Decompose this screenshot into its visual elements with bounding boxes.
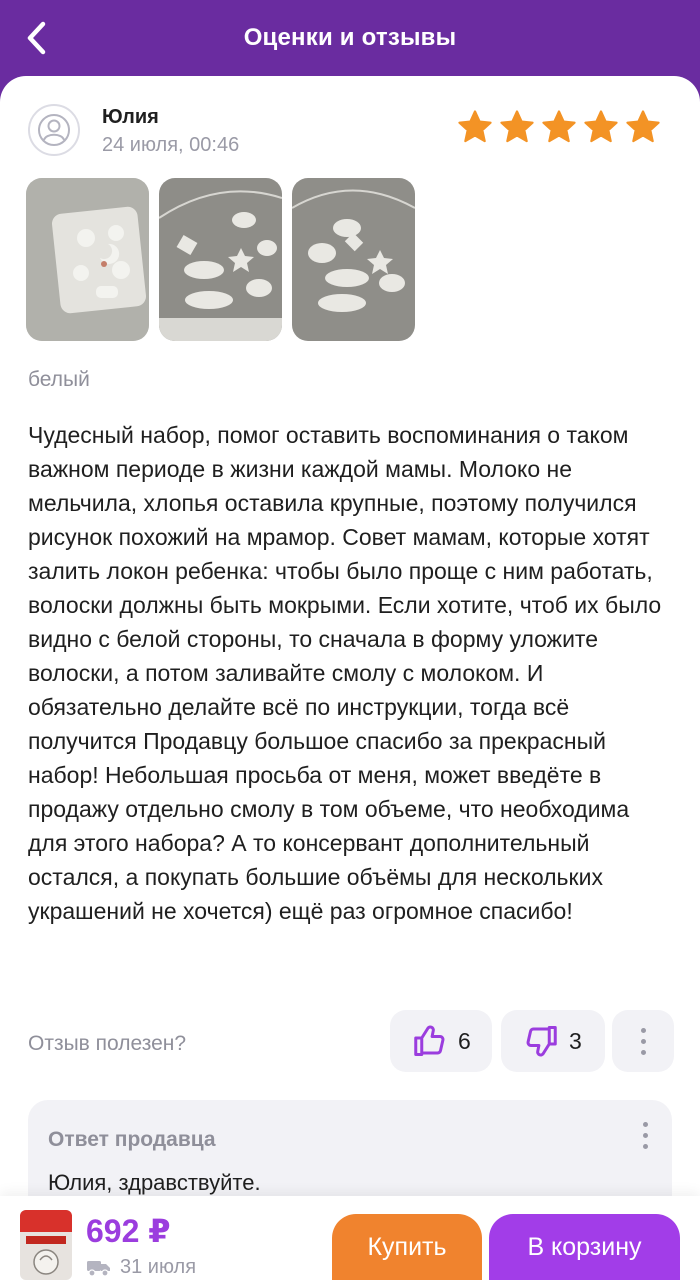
author-name: Юлия: [102, 106, 159, 128]
product-thumbnail[interactable]: [20, 1210, 72, 1280]
review-date: 24 июля, 00:46: [102, 134, 240, 156]
more-vertical-icon: [641, 1028, 646, 1055]
seller-reply-title: Ответ продавца: [48, 1128, 216, 1151]
delivery-date: 31 июля: [120, 1256, 197, 1278]
thumbs-down-icon: [523, 1023, 559, 1059]
review-photo[interactable]: [292, 178, 415, 341]
seller-reply-text: Юлия, здравствуйте.: [48, 1170, 261, 1195]
star-icon: [582, 108, 620, 146]
like-button[interactable]: [390, 1010, 492, 1072]
seller-reply-more-button[interactable]: [643, 1122, 648, 1149]
star-icon: [456, 108, 494, 146]
top-app-bar: [0, 0, 700, 78]
avatar: [28, 104, 80, 156]
star-icon: [540, 108, 578, 146]
dislike-button[interactable]: [501, 1010, 605, 1072]
page-title: Оценки и отзывы: [243, 24, 457, 51]
review-more-button[interactable]: [612, 1010, 674, 1072]
product-variant: белый: [28, 368, 90, 391]
review-photo[interactable]: [26, 178, 149, 341]
user-icon: [37, 113, 71, 147]
helpful-label: Отзыв полезен?: [28, 1032, 187, 1055]
star-icon: [624, 108, 662, 146]
thumbs-up-icon: [412, 1023, 448, 1059]
star-icon: [498, 108, 536, 146]
review-photos: [26, 178, 415, 341]
delivery-info: [86, 1256, 196, 1279]
buy-button[interactable]: Купить: [332, 1214, 482, 1280]
reviews-sheet: [0, 76, 700, 1280]
truck-icon: [86, 1259, 112, 1277]
more-vertical-icon: [643, 1122, 648, 1149]
product-price: 692 ₽: [86, 1213, 171, 1249]
bottom-purchase-bar: [0, 1196, 700, 1280]
review-text: Чудесный набор, помог оставить воспоминания о таком важном периоде в жизни каждой мамы. Молоко не мельчила, хлопья оставила крупные, поэтому получился рисунок похожий на мрамор. Совет мамам, которые хотят залить локон ребенка: чтобы было проще с ним работать, волоски должны быть мокрыми. Если хотите, чтоб их было видно с белой стороны, то сначала в форму уложите волоски, а потом заливайте смолу с молоком. И обязательно делайте всё по инструкции, тогда всё получится Продавцу большое спасибо за прекрасный набор! Небольшая просьба от меня, может введёте в продажу отдельно смолу в том объеме, что необходима для этого набора? А то консервант дополнительный остался, а покупать большие объёмы для нескольких украшений не хочется) ещё раз огромное спасибо!: [28, 422, 662, 924]
dislike-count: 3: [569, 1027, 582, 1054]
add-to-cart-button[interactable]: В корзину: [489, 1214, 680, 1280]
rating-stars: [456, 108, 662, 146]
like-count: 6: [458, 1027, 471, 1054]
review-photo[interactable]: [159, 178, 282, 341]
